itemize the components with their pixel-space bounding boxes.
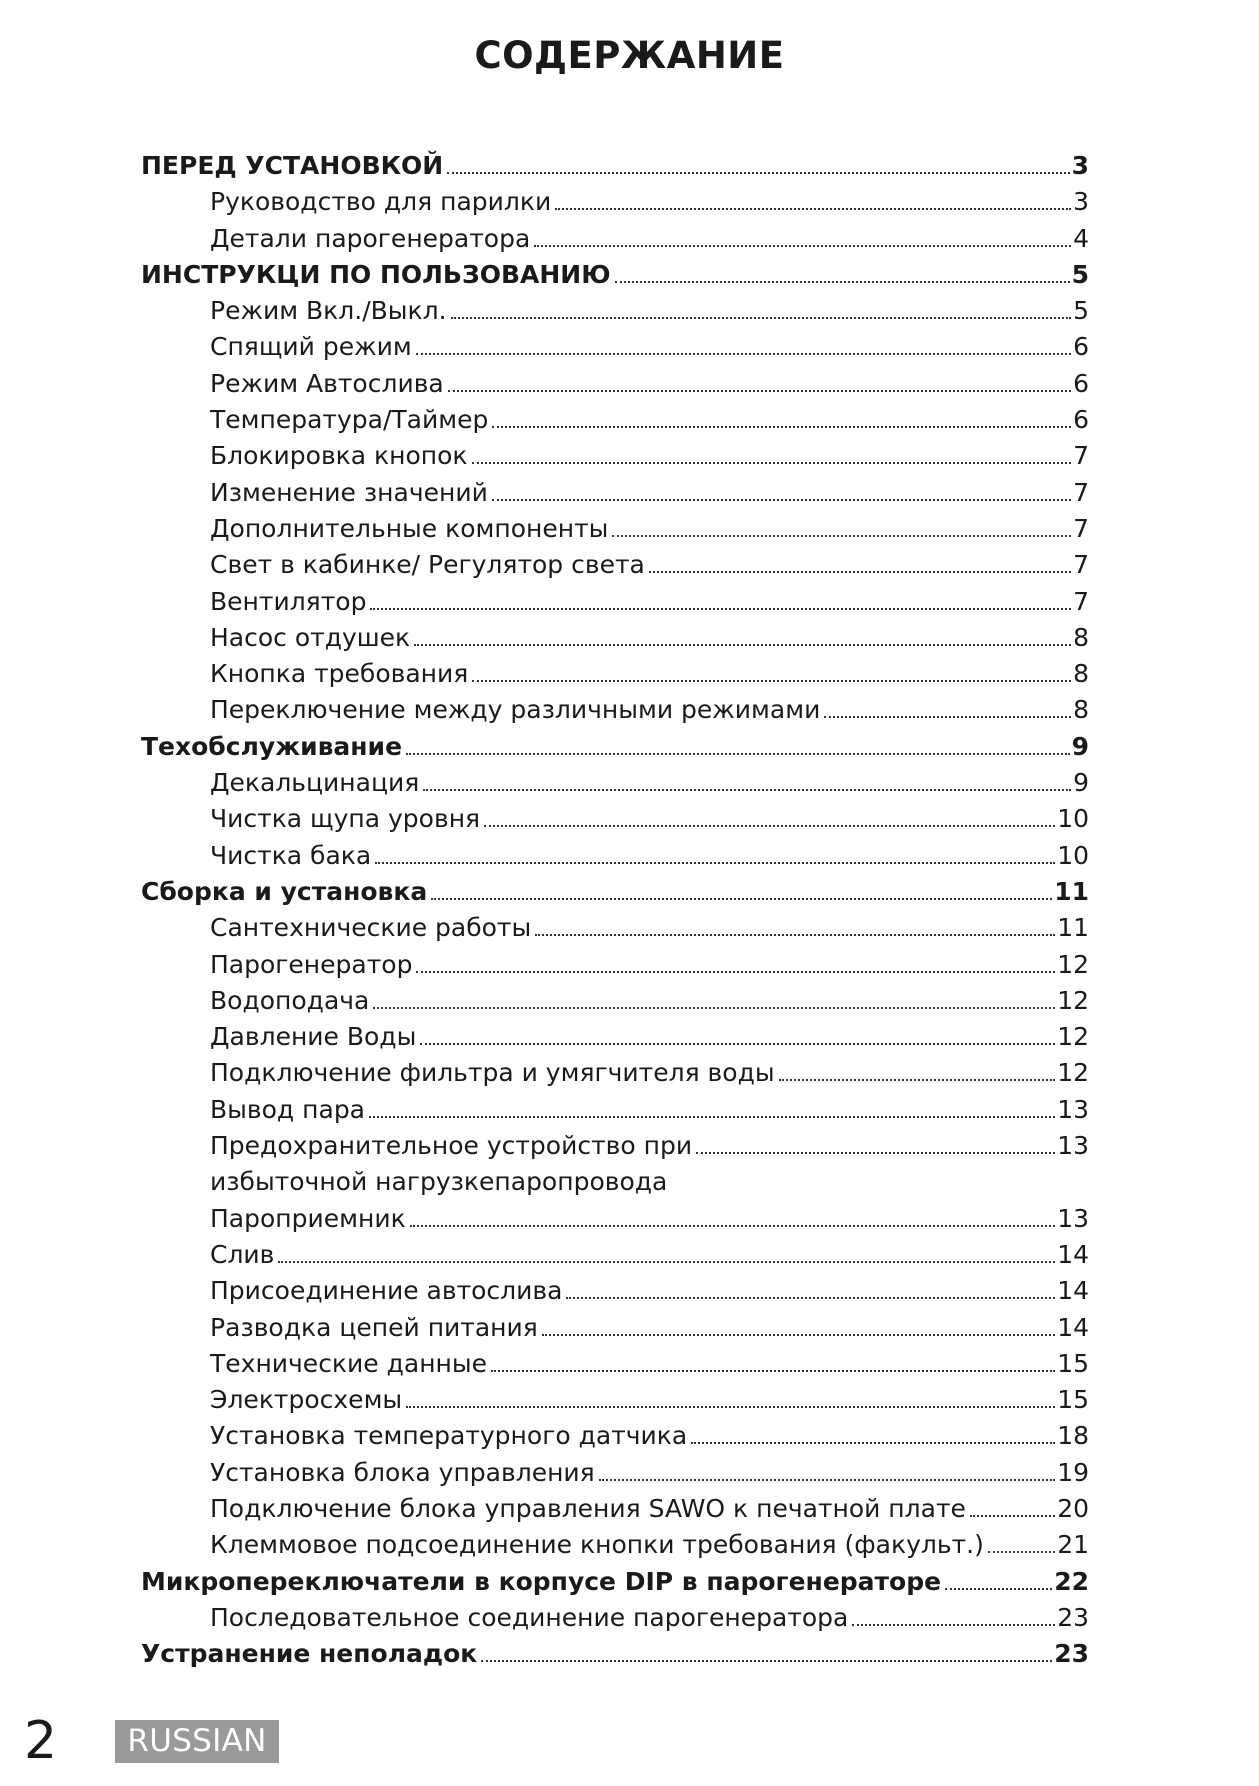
toc-entry[interactable] <box>141 438 1089 474</box>
toc-section[interactable] <box>141 729 1089 765</box>
toc-entry-title: Водоподача <box>210 985 370 1015</box>
dot-leader <box>406 753 1070 755</box>
toc-page-number: 6 <box>1073 368 1089 398</box>
toc-page-number: 10 <box>1057 804 1089 834</box>
toc-page-number: 14 <box>1057 1239 1089 1269</box>
toc-entry-title: ПЕРЕД УСТАНОВКОЙ <box>141 151 444 180</box>
toc-page-number: 7 <box>1073 513 1089 543</box>
table-of-contents <box>141 148 1089 1672</box>
toc-entry[interactable] <box>141 1418 1089 1454</box>
toc-page-number: 23 <box>1054 1639 1089 1669</box>
toc-entry[interactable] <box>141 184 1089 220</box>
toc-entry[interactable] <box>141 983 1089 1019</box>
page-number: 2 <box>24 1711 58 1771</box>
toc-page-number: 8 <box>1073 695 1089 725</box>
toc-page-number: 6 <box>1073 332 1089 362</box>
toc-entry-title: Технические данные <box>210 1348 488 1378</box>
toc-entry-title: Режим Вкл./Выкл. <box>210 296 447 326</box>
dot-leader <box>649 571 1071 573</box>
toc-page-number: 14 <box>1057 1276 1089 1306</box>
language-badge: RUSSIAN <box>115 1720 279 1763</box>
toc-entry-title: Устранение неполадок <box>141 1639 478 1669</box>
toc-entry[interactable] <box>141 1273 1089 1309</box>
toc-entry[interactable] <box>141 620 1089 656</box>
toc-entry-title: Свет в кабинке/ Регулятор света <box>210 550 645 580</box>
toc-entry[interactable] <box>141 947 1089 983</box>
toc-entry[interactable] <box>141 1201 1089 1237</box>
toc-entry-title: Дополнительные компоненты <box>210 513 609 543</box>
toc-page-number: 14 <box>1057 1312 1089 1342</box>
toc-entry-title: Вентилятор <box>210 586 367 616</box>
toc-page-number: 5 <box>1073 296 1089 326</box>
dot-leader <box>420 1043 1055 1045</box>
toc-entry-title: Сантехнические работы <box>210 913 532 943</box>
dot-leader <box>416 971 1055 973</box>
toc-entry-title: Установка температурного датчика <box>210 1421 688 1451</box>
toc-entry-title: Изменение значений <box>210 477 488 507</box>
toc-entry-title: Сборка и установка <box>141 876 428 906</box>
dot-leader <box>691 1442 1055 1444</box>
toc-entry-title: Декальцинация <box>210 768 420 798</box>
toc-entry-title-continuation: избыточной нагрузкепаропровода <box>210 1167 668 1197</box>
toc-entry[interactable] <box>141 1346 1089 1382</box>
toc-entry[interactable] <box>141 402 1089 438</box>
toc-section[interactable] <box>141 257 1089 293</box>
toc-entry-title: Режим Автослива <box>210 368 444 398</box>
toc-entry-title: Давление Воды <box>210 1022 417 1052</box>
toc-page-number: 12 <box>1057 1022 1089 1052</box>
toc-section[interactable] <box>141 1636 1089 1672</box>
toc-page-number: 23 <box>1057 1602 1089 1632</box>
toc-section[interactable] <box>141 1564 1089 1600</box>
toc-entry[interactable] <box>141 547 1089 583</box>
toc-entry-title: Подключение фильтра и умягчителя воды <box>210 1058 775 1088</box>
toc-entry[interactable] <box>141 838 1089 874</box>
toc-page-number: 9 <box>1071 731 1089 761</box>
toc-entry[interactable] <box>141 801 1089 837</box>
toc-entry[interactable] <box>141 1310 1089 1346</box>
toc-entry-title: Разводка цепей питания <box>210 1312 538 1342</box>
toc-page-number: 9 <box>1073 768 1089 798</box>
toc-entry[interactable] <box>141 765 1089 801</box>
dot-leader <box>410 1225 1056 1227</box>
dot-leader <box>484 825 1055 827</box>
toc-page-number: 18 <box>1057 1421 1089 1451</box>
dot-leader <box>370 608 1071 610</box>
dot-leader <box>369 1116 1055 1118</box>
toc-entry[interactable] <box>141 1527 1089 1563</box>
toc-entry-title: Подключение блока управления SAWO к печатной плате <box>210 1493 966 1523</box>
dot-leader <box>416 353 1071 355</box>
toc-page-number: 12 <box>1057 949 1089 979</box>
toc-page-number: 22 <box>1054 1566 1089 1596</box>
toc-entry[interactable] <box>141 1491 1089 1527</box>
page-title: СОДЕРЖАНИЕ <box>474 34 785 77</box>
toc-entry-title: Чистка бака <box>210 840 372 870</box>
toc-page-number: 15 <box>1057 1348 1089 1378</box>
toc-page-number: 7 <box>1073 477 1089 507</box>
dot-leader <box>615 281 1070 283</box>
toc-entry-title: Установка блока управления <box>210 1457 595 1487</box>
toc-entry-title: ИНСТРУКЦИ ПО ПОЛЬЗОВАНИЮ <box>141 259 611 289</box>
toc-entry[interactable] <box>141 692 1089 728</box>
toc-page-number: 13 <box>1057 1094 1089 1124</box>
dot-leader <box>431 898 1052 900</box>
toc-page-number: 8 <box>1073 622 1089 652</box>
toc-entry-title: Парогенератор <box>210 949 413 979</box>
toc-page-number: 20 <box>1057 1493 1089 1523</box>
toc-page-number: 13 <box>1057 1203 1089 1233</box>
toc-entry-title: Спящий режим <box>210 332 412 362</box>
toc-page-number: 7 <box>1073 550 1089 580</box>
toc-entry[interactable] <box>141 656 1089 692</box>
toc-entry[interactable] <box>141 475 1089 511</box>
dot-leader <box>945 1588 1052 1590</box>
toc-page-number: 5 <box>1071 259 1089 289</box>
dot-leader <box>534 245 1071 247</box>
dot-leader <box>472 462 1072 464</box>
toc-page-number: 12 <box>1057 985 1089 1015</box>
toc-page-number: 3 <box>1071 151 1089 180</box>
dot-leader <box>566 1297 1055 1299</box>
dot-leader <box>472 680 1071 682</box>
toc-page-number: 11 <box>1054 876 1089 906</box>
dot-leader <box>555 208 1071 210</box>
toc-page-number: 19 <box>1057 1457 1089 1487</box>
dot-leader <box>451 317 1072 319</box>
dot-leader <box>373 1007 1055 1009</box>
toc-page-number: 12 <box>1057 1058 1089 1088</box>
toc-entry[interactable] <box>141 1055 1089 1091</box>
toc-page-number: 11 <box>1057 913 1089 943</box>
toc-page-number: 21 <box>1057 1530 1089 1560</box>
toc-entry-title: Последовательное соединение парогенератора <box>210 1602 849 1632</box>
toc-entry[interactable] <box>141 221 1089 257</box>
toc-entry-title: Микропереключатели в корпусе DIP в парогенераторе <box>141 1566 942 1596</box>
dot-leader <box>423 789 1071 791</box>
dot-leader <box>988 1551 1055 1553</box>
toc-page-number: 8 <box>1073 659 1089 689</box>
toc-entry[interactable] <box>141 511 1089 547</box>
toc-entry-title: Кнопка требования <box>210 659 469 689</box>
dot-leader <box>696 1152 1055 1154</box>
toc-entry[interactable] <box>141 910 1089 946</box>
dot-leader <box>824 716 1071 718</box>
toc-entry-title: Техобслуживание <box>141 731 403 761</box>
toc-entry-title: Слив <box>210 1239 275 1269</box>
toc-entry-title: Детали парогенератора <box>210 223 531 253</box>
toc-entry-title: Руководство для парилки <box>210 187 552 217</box>
toc-page-number: 10 <box>1057 840 1089 870</box>
dot-leader <box>491 1370 1055 1372</box>
toc-entry[interactable] <box>141 329 1089 365</box>
toc-entry-title: Блокировка кнопок <box>210 441 468 471</box>
toc-entry-title: Насос отдушек <box>210 622 411 652</box>
toc-entry-title: Предохранительное устройство при <box>210 1131 693 1161</box>
toc-entry[interactable] <box>141 584 1089 620</box>
toc-section[interactable] <box>141 148 1089 184</box>
dot-leader <box>779 1079 1056 1081</box>
dot-leader <box>612 535 1071 537</box>
toc-entry[interactable] <box>141 1092 1089 1128</box>
dot-leader <box>535 934 1055 936</box>
dot-leader <box>542 1334 1055 1336</box>
toc-entry[interactable] <box>141 1455 1089 1491</box>
toc-page-number: 4 <box>1073 223 1089 253</box>
dot-leader <box>970 1515 1055 1517</box>
toc-entry-title: Электросхемы <box>210 1385 403 1415</box>
toc-entry[interactable] <box>141 293 1089 329</box>
dot-leader <box>406 1406 1055 1408</box>
toc-page-number: 13 <box>1057 1131 1089 1161</box>
dot-leader <box>447 172 1069 174</box>
dot-leader <box>852 1624 1055 1626</box>
toc-section[interactable] <box>141 874 1089 910</box>
toc-entry-title: Переключение между различными режимами <box>210 695 821 725</box>
toc-entry[interactable] <box>141 1600 1089 1636</box>
toc-entry-title: Присоединение автослива <box>210 1276 563 1306</box>
dot-leader <box>599 1479 1055 1481</box>
dot-leader <box>492 499 1071 501</box>
dot-leader <box>492 426 1071 428</box>
toc-page-number: 15 <box>1057 1385 1089 1415</box>
toc-entry[interactable] <box>141 1382 1089 1418</box>
toc-entry[interactable] <box>141 1237 1089 1273</box>
dot-leader <box>375 862 1055 864</box>
toc-page-number: 7 <box>1073 441 1089 471</box>
toc-entry-title: Температура/Таймер <box>210 405 489 435</box>
toc-entry[interactable] <box>141 1128 1089 1197</box>
toc-entry[interactable] <box>141 1019 1089 1055</box>
toc-entry-title: Клеммовое подсоединение кнопки требования (факульт.) <box>210 1530 984 1560</box>
toc-entry-title: Вывод пара <box>210 1094 366 1124</box>
dot-leader <box>414 644 1071 646</box>
toc-entry-title: Пароприемник <box>210 1203 406 1233</box>
toc-entry-title: Чистка щупа уровня <box>210 804 481 834</box>
toc-page-number: 3 <box>1073 187 1089 217</box>
toc-page-number: 6 <box>1073 405 1089 435</box>
dot-leader <box>278 1261 1055 1263</box>
dot-leader <box>448 390 1071 392</box>
toc-page-number: 7 <box>1073 586 1089 616</box>
toc-entry[interactable] <box>141 366 1089 402</box>
dot-leader <box>481 1660 1052 1662</box>
